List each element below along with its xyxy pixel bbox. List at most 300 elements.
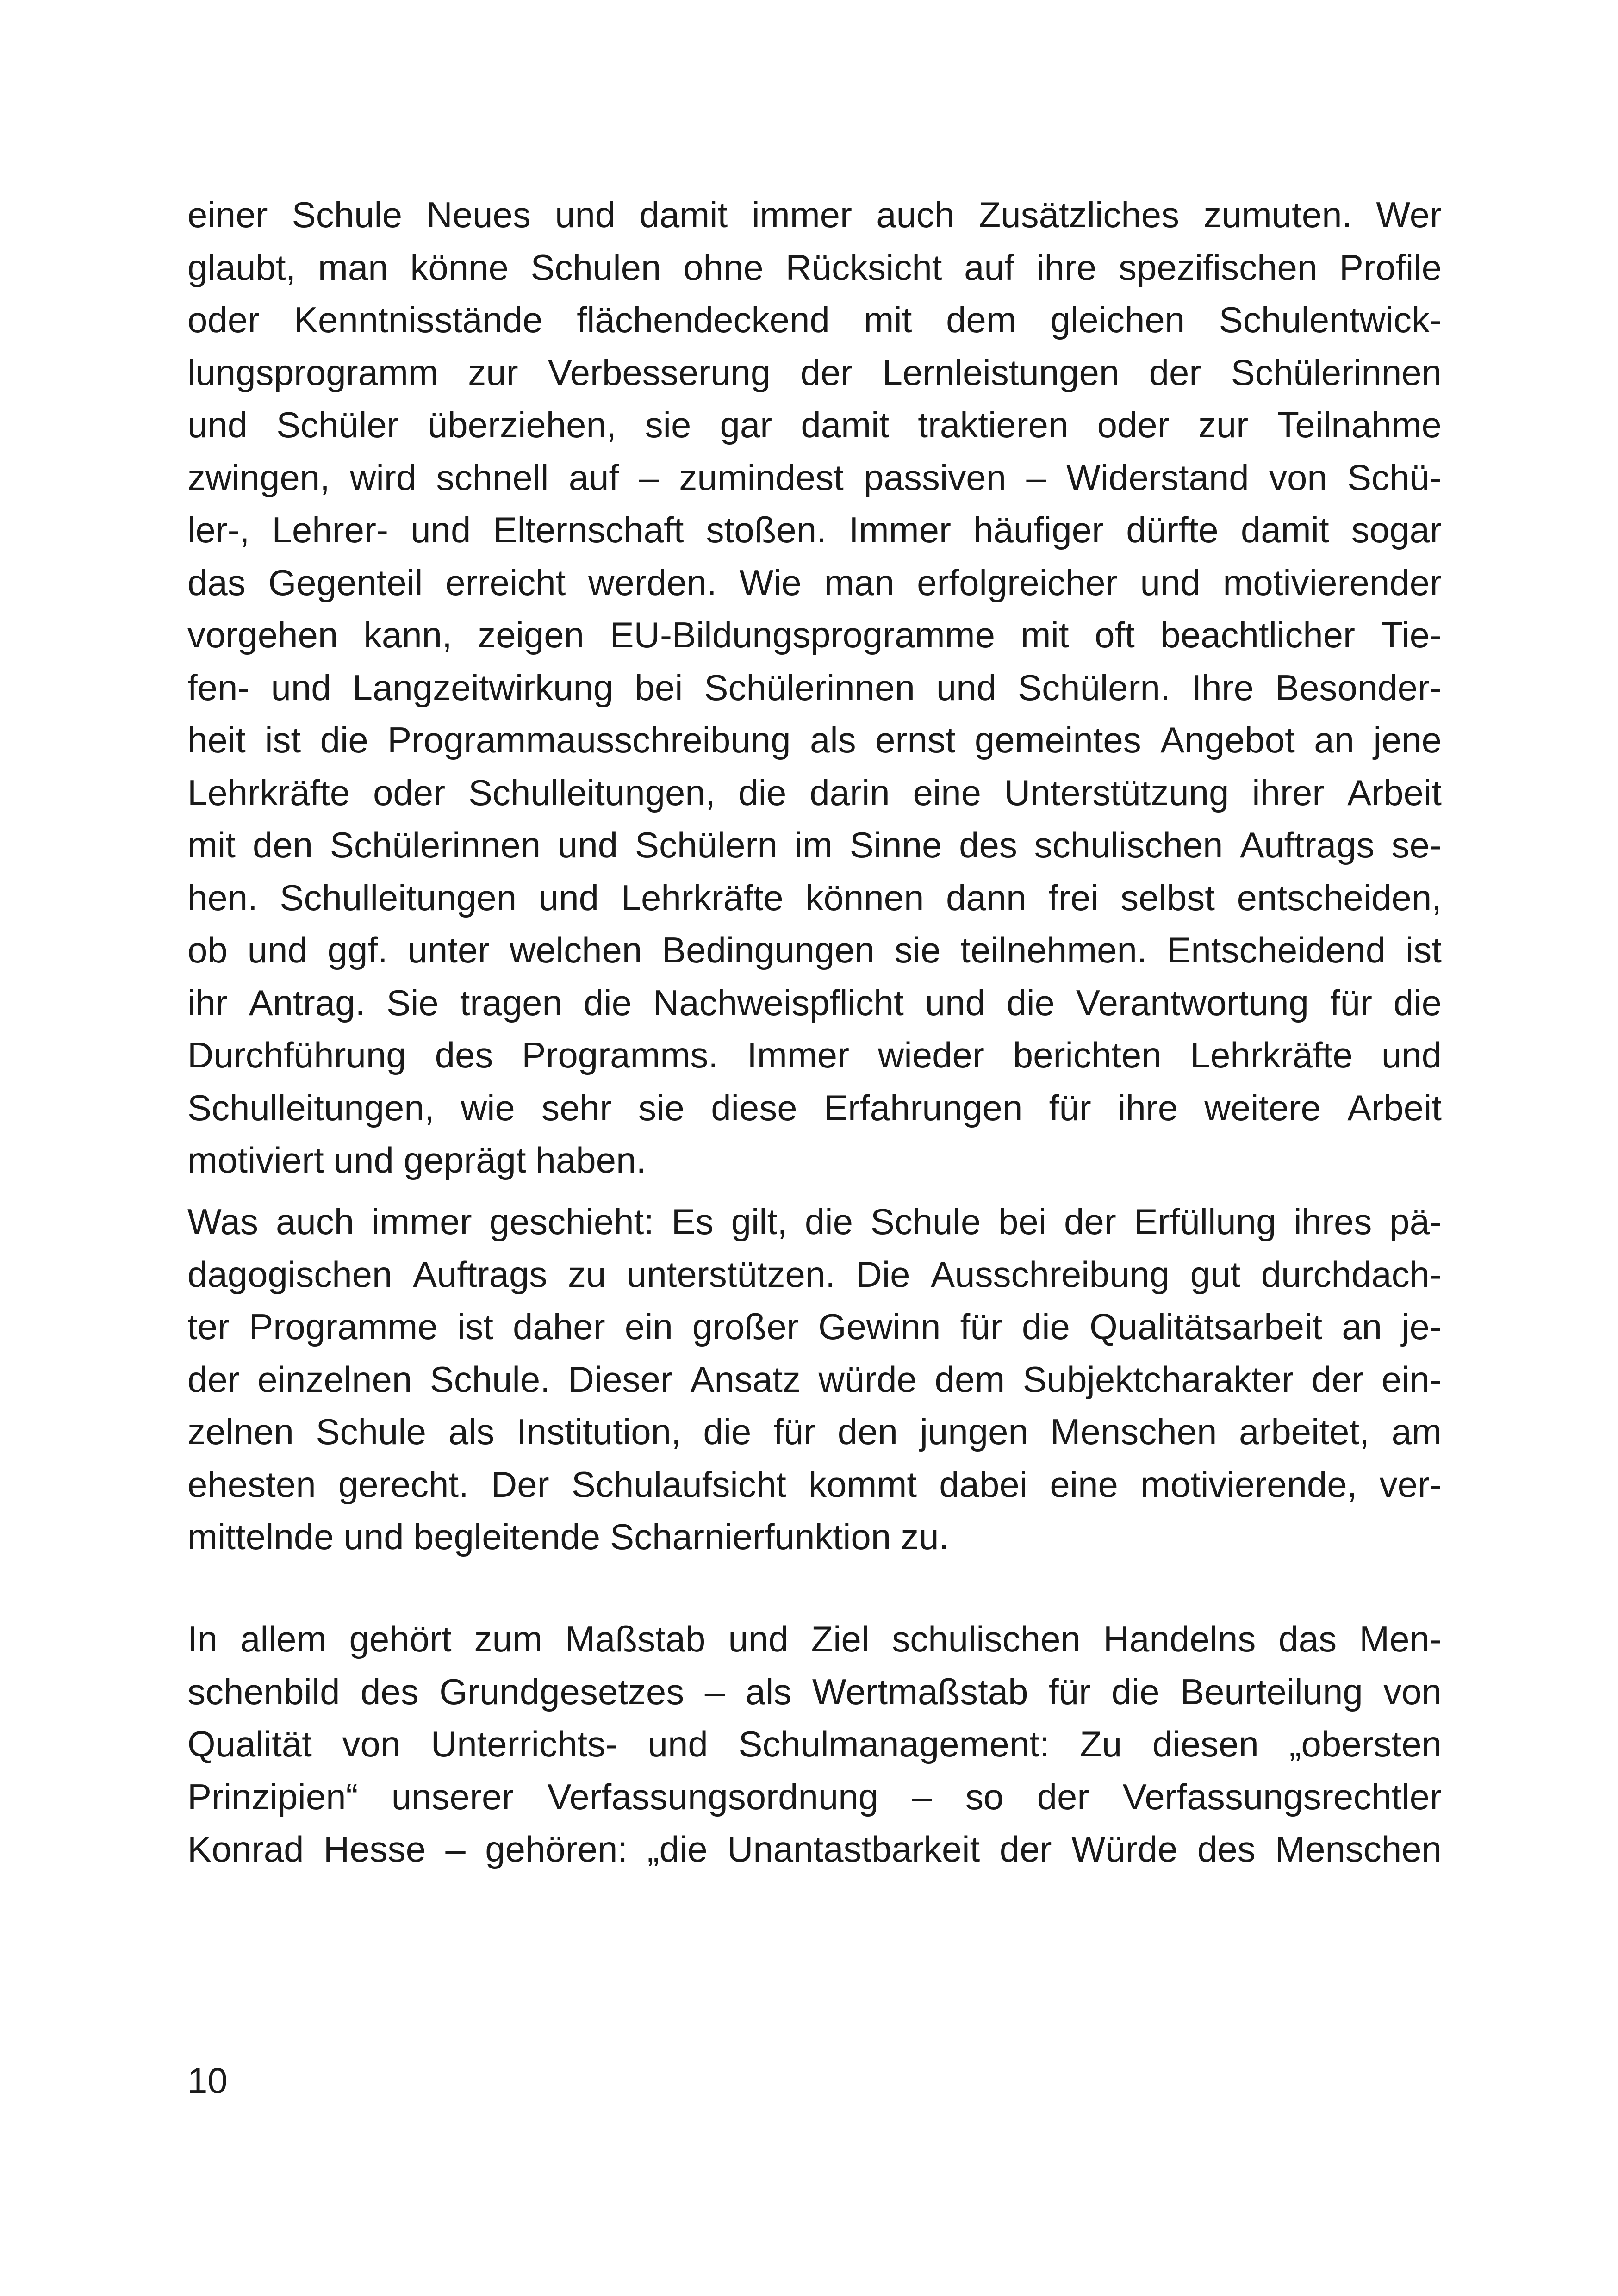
word: Ansatz <box>690 1359 801 1400</box>
word: die <box>1393 982 1442 1023</box>
word: Immer <box>848 509 951 550</box>
text-line <box>187 767 1442 819</box>
text-line <box>187 1353 1442 1406</box>
word: spezifischen <box>1118 247 1318 288</box>
word: zeigen <box>478 614 585 655</box>
word: Schule. <box>429 1359 550 1400</box>
word: bei <box>635 667 683 708</box>
word: – <box>445 1829 466 1869</box>
word: Schulmanagement: <box>738 1724 1050 1764</box>
word: bei <box>998 1201 1047 1242</box>
word: den <box>252 825 313 865</box>
word: ggf. <box>327 930 388 970</box>
word: ob <box>187 930 228 970</box>
word: Ausschreibung <box>931 1253 1170 1295</box>
word: die <box>320 720 368 760</box>
text-line <box>187 609 1442 662</box>
word: zu <box>568 1253 606 1295</box>
word: Schüler <box>276 404 399 445</box>
page-number: 10 <box>187 2060 228 2101</box>
word: Hesse <box>323 1829 426 1869</box>
word: des <box>435 1035 493 1075</box>
word: auf <box>568 457 619 498</box>
word: Dieser <box>568 1359 672 1400</box>
text-line <box>187 1406 1442 1458</box>
word: zu. <box>901 1516 949 1557</box>
word: Wer <box>1376 194 1442 235</box>
word: Elternschaft <box>493 509 684 550</box>
word: Wie <box>739 562 802 603</box>
word: auch <box>275 1201 355 1242</box>
word: Schulentwick- <box>1219 299 1442 340</box>
word: lungsprogramm <box>187 352 438 393</box>
word: heit <box>187 720 246 760</box>
word: Subjektcharakter <box>1022 1359 1294 1400</box>
word: Qualitätsarbeit <box>1089 1306 1323 1347</box>
word: gehört <box>349 1619 452 1659</box>
word: überziehen, <box>427 404 616 445</box>
word: Kenntnisstände <box>293 299 543 340</box>
text-line <box>187 504 1442 557</box>
word: die <box>1006 982 1055 1023</box>
word: dem <box>946 299 1016 340</box>
word: Auftrags <box>412 1253 548 1295</box>
word: ist <box>1405 930 1442 970</box>
word: durchdach- <box>1261 1253 1442 1295</box>
word: passiven <box>864 457 1007 498</box>
word: dagogischen <box>187 1253 392 1295</box>
word: Widerstand <box>1066 457 1249 498</box>
word: und <box>728 1619 789 1659</box>
word: für <box>1330 982 1372 1023</box>
word: mittelnde <box>187 1516 334 1557</box>
word: daher <box>513 1306 605 1347</box>
word: ter <box>187 1306 230 1347</box>
word: und <box>557 825 618 865</box>
word: glaubt, <box>187 247 296 288</box>
word: arbeitet, <box>1239 1411 1369 1452</box>
word: motivierender <box>1223 562 1442 603</box>
word: am <box>1391 1411 1442 1452</box>
word: ler-, <box>187 509 250 550</box>
text-line <box>187 1718 1442 1771</box>
word: dem <box>934 1359 1005 1400</box>
word: sie <box>638 1087 685 1128</box>
text-line <box>187 662 1442 714</box>
word: damit <box>801 404 890 445</box>
word: man <box>317 247 388 288</box>
paragraph-1 <box>187 189 1442 1187</box>
word: Schule <box>316 1411 427 1452</box>
word: von <box>342 1724 401 1764</box>
word: ihr <box>187 982 228 1023</box>
word: Teilnahme <box>1277 404 1442 445</box>
word: immer <box>752 194 853 235</box>
word: beachtlicher <box>1160 614 1355 655</box>
word: damit <box>639 194 728 235</box>
word: Beurteilung <box>1180 1671 1363 1712</box>
word: teilnehmen. <box>960 930 1147 970</box>
word: – <box>639 457 659 498</box>
word: als <box>448 1411 495 1452</box>
word: Besonder- <box>1275 667 1442 708</box>
word: Schulleitungen, <box>187 1087 435 1128</box>
word: dabei <box>939 1464 1028 1505</box>
word: für <box>1049 1671 1091 1712</box>
word: se- <box>1391 825 1442 865</box>
word: Lehrer- <box>272 509 388 550</box>
word: ist <box>265 720 301 760</box>
word: der <box>187 1359 240 1400</box>
word: Konrad <box>187 1829 304 1869</box>
word: zum <box>474 1619 542 1659</box>
word: Programme <box>249 1306 438 1347</box>
text-line <box>187 242 1442 294</box>
word: der <box>1149 352 1201 393</box>
word: diesen <box>1152 1724 1259 1764</box>
word: des <box>959 825 1017 865</box>
word: Schulen <box>530 247 661 288</box>
word: diese <box>711 1087 797 1128</box>
word: Schülerinnen <box>330 825 541 865</box>
word: eine <box>913 772 981 813</box>
word: zur <box>468 352 518 393</box>
word: kann, <box>363 614 452 655</box>
text-line <box>187 399 1442 452</box>
word: der <box>800 352 853 393</box>
word: Zusätzliches <box>978 194 1180 235</box>
text-line <box>187 1134 1442 1187</box>
word: mit <box>187 825 236 865</box>
word: ein- <box>1381 1359 1442 1400</box>
word: schenbild <box>187 1671 340 1712</box>
word: Verfassungsrechtler <box>1122 1776 1442 1817</box>
word: erreicht <box>445 562 566 603</box>
text-line <box>187 294 1442 347</box>
word: Programms. <box>522 1035 719 1075</box>
word: Arbeit <box>1347 772 1442 813</box>
word: und <box>271 667 331 708</box>
word: und <box>1140 562 1201 603</box>
word: wieder <box>878 1035 984 1075</box>
word: unserer <box>391 1776 514 1817</box>
word: sie <box>894 930 941 970</box>
word: zumindest <box>679 457 844 498</box>
word: und <box>936 667 997 708</box>
word: der <box>1037 1776 1089 1817</box>
word: Neues <box>426 194 531 235</box>
word: zwingen, <box>187 457 330 498</box>
word: einzelnen <box>257 1359 412 1400</box>
word: Profile <box>1339 247 1442 288</box>
word: Schulleitungen <box>280 877 517 918</box>
word: Handelns <box>1103 1619 1256 1659</box>
word: Auftrags <box>1240 825 1375 865</box>
word: Würde <box>1071 1829 1178 1869</box>
word: ver- <box>1379 1464 1442 1505</box>
word: gar <box>720 404 772 445</box>
word: damit <box>1240 509 1329 550</box>
word: Durchführung <box>187 1035 406 1075</box>
word: ohne <box>683 247 764 288</box>
word: von <box>1269 457 1327 498</box>
text-line <box>187 1248 1442 1301</box>
word: die <box>583 982 632 1023</box>
text-line <box>187 1511 1442 1564</box>
word: schnell <box>436 457 549 498</box>
word: Was <box>187 1201 259 1242</box>
word: die <box>1111 1671 1160 1712</box>
word: der <box>999 1829 1052 1869</box>
word: können <box>805 877 924 918</box>
word: wie <box>461 1087 515 1128</box>
word: gut <box>1190 1253 1241 1295</box>
word: Schülerinnen <box>704 667 915 708</box>
word: so <box>965 1776 1004 1817</box>
word: Schülern <box>635 825 778 865</box>
word: Unterrichts- <box>430 1724 617 1764</box>
word: frei <box>1048 877 1099 918</box>
word: Lehrkräfte <box>621 877 784 918</box>
word: „die <box>647 1829 708 1869</box>
word: tragen <box>460 982 562 1023</box>
text-line <box>187 452 1442 504</box>
word: Rücksicht <box>785 247 942 288</box>
word: oder <box>373 772 446 813</box>
word: Schulaufsicht <box>571 1464 786 1505</box>
word: haben. <box>535 1140 647 1180</box>
word: oder <box>187 299 260 340</box>
word: Verbesserung <box>548 352 771 393</box>
word: entscheiden, <box>1237 877 1442 918</box>
word: Entscheidend <box>1167 930 1386 970</box>
word: Sie <box>386 982 439 1023</box>
word: zelnen <box>187 1411 294 1452</box>
word: man <box>824 562 895 603</box>
text-line <box>187 977 1442 1030</box>
word: und <box>247 930 308 970</box>
word: Maßstab <box>565 1619 706 1659</box>
word: Menschen <box>1050 1411 1217 1452</box>
word: Grundgesetzes <box>439 1671 685 1712</box>
word: Lehrkräfte <box>1190 1035 1353 1075</box>
word: ihre <box>1036 247 1097 288</box>
word: Qualität <box>187 1724 312 1764</box>
word: je- <box>1401 1306 1442 1347</box>
word: Lernleistungen <box>882 352 1120 393</box>
word: jene <box>1373 720 1442 760</box>
word: EU-Bildungsprogramme <box>610 614 995 655</box>
word: ein <box>624 1306 673 1347</box>
word: traktieren <box>918 404 1069 445</box>
word: der <box>1311 1359 1364 1400</box>
word: die <box>1021 1306 1070 1347</box>
word: Men- <box>1359 1619 1442 1659</box>
word: Erfüllung <box>1133 1201 1276 1242</box>
text-line <box>187 872 1442 925</box>
text-line <box>187 1613 1442 1666</box>
word: Bedingungen <box>662 930 875 970</box>
word: berichten <box>1013 1035 1162 1075</box>
word: und <box>925 982 985 1023</box>
word: dann <box>946 877 1027 918</box>
word: für <box>1049 1087 1091 1128</box>
word: – <box>704 1671 725 1712</box>
word: geprägt <box>403 1140 526 1180</box>
word: großer <box>692 1306 799 1347</box>
word: und <box>555 194 616 235</box>
word: an <box>1342 1306 1382 1347</box>
word: das <box>1278 1619 1337 1659</box>
word: „obersten <box>1289 1724 1442 1764</box>
word: hen. <box>187 877 258 918</box>
word: welchen <box>510 930 642 970</box>
word: und <box>411 509 471 550</box>
word: eine <box>1050 1464 1118 1505</box>
word: der <box>1064 1201 1116 1242</box>
word: Der <box>491 1464 549 1505</box>
word: Tie- <box>1381 614 1442 655</box>
word: Gewinn <box>818 1306 941 1347</box>
word: ihrer <box>1252 772 1325 813</box>
text-line <box>187 1082 1442 1135</box>
word: die <box>804 1201 853 1242</box>
word: Lehrkräfte <box>187 772 350 813</box>
word: auf <box>964 247 1014 288</box>
word: gehören: <box>485 1829 628 1869</box>
word: werden. <box>588 562 717 603</box>
paragraph-2 <box>187 1196 1442 1564</box>
word: oder <box>1097 404 1170 445</box>
word: erfolgreicher <box>917 562 1118 603</box>
word: oft <box>1095 614 1135 655</box>
text-line <box>187 924 1442 977</box>
word: von <box>1383 1671 1442 1712</box>
word: gerecht. <box>338 1464 469 1505</box>
word: einer <box>187 194 268 235</box>
word: würde <box>818 1359 917 1400</box>
word: auch <box>876 194 955 235</box>
word: Verantwortung <box>1076 982 1309 1023</box>
word: ernst <box>875 720 956 760</box>
word: für <box>960 1306 1002 1347</box>
word: Nachweispflicht <box>653 982 904 1023</box>
word: Zu <box>1080 1724 1122 1764</box>
word: gleichen <box>1050 299 1185 340</box>
word: Schü- <box>1347 457 1442 498</box>
word: gemeintes <box>974 720 1141 760</box>
word: Antrag. <box>249 982 366 1023</box>
word: zumuten. <box>1203 194 1352 235</box>
text-line <box>187 714 1442 767</box>
word: die <box>703 1411 752 1452</box>
word: Sinne <box>849 825 942 865</box>
word: Prinzipien“ <box>187 1776 358 1817</box>
word: als <box>809 720 856 760</box>
word: Unantastbarkeit <box>727 1829 980 1869</box>
word: Schülern. <box>1018 667 1170 708</box>
word: Gegenteil <box>268 562 423 603</box>
word: ist <box>457 1306 493 1347</box>
word: flächendeckend <box>577 299 830 340</box>
word: und <box>538 877 599 918</box>
word: Schule <box>870 1201 981 1242</box>
word: als <box>745 1671 792 1712</box>
word: Menschen <box>1275 1829 1442 1869</box>
word: Verfassungsordnung <box>547 1776 879 1817</box>
word: Die <box>856 1253 910 1295</box>
word: Unterstützung <box>1004 772 1229 813</box>
word: weitere <box>1204 1087 1321 1128</box>
word: wird <box>350 457 417 498</box>
word: im <box>794 825 833 865</box>
word: Ziel <box>811 1619 870 1659</box>
word: die <box>738 772 787 813</box>
word: unterstützen. <box>626 1253 835 1295</box>
word: Immer <box>747 1035 850 1075</box>
word: ihres <box>1294 1201 1372 1242</box>
word: ehesten <box>187 1464 316 1505</box>
word: Langzeitwirkung <box>352 667 614 708</box>
word: und <box>333 1140 394 1180</box>
word: Programmausschreibung <box>387 720 791 760</box>
word: Angebot <box>1160 720 1295 760</box>
text-line <box>187 1666 1442 1719</box>
word: – <box>912 1776 932 1817</box>
word: stoßen. <box>706 509 827 550</box>
word: darin <box>809 772 890 813</box>
word: allem <box>240 1619 327 1659</box>
text-line <box>187 1301 1442 1353</box>
word: gilt, <box>731 1201 788 1242</box>
text-line <box>187 1771 1442 1824</box>
word: und <box>647 1724 708 1764</box>
word: mit <box>1021 614 1069 655</box>
word: unter <box>407 930 490 970</box>
word: Schulleitungen, <box>468 772 716 813</box>
word: das <box>187 562 246 603</box>
word: jungen <box>920 1411 1028 1452</box>
word: pä- <box>1389 1201 1442 1242</box>
word: und <box>187 404 248 445</box>
word: motivierende, <box>1140 1464 1357 1505</box>
word: In <box>187 1619 218 1659</box>
word: – <box>1026 457 1046 498</box>
text-line <box>187 819 1442 872</box>
word: zur <box>1198 404 1249 445</box>
word: sie <box>645 404 691 445</box>
word: an <box>1314 720 1355 760</box>
word: sehr <box>541 1087 612 1128</box>
word: kommt <box>809 1464 917 1505</box>
word: Arbeit <box>1347 1087 1442 1128</box>
word: immer <box>371 1201 472 1242</box>
word: schulischen <box>1034 825 1223 865</box>
text-line <box>187 1458 1442 1511</box>
text-line <box>187 347 1442 399</box>
text-line <box>187 1029 1442 1082</box>
word: begleitende <box>413 1516 601 1557</box>
word: dürfte <box>1126 509 1219 550</box>
paragraph-3 <box>187 1613 1442 1876</box>
word: Wertmaßstab <box>812 1671 1028 1712</box>
word: und <box>1381 1035 1442 1075</box>
word: geschieht: <box>489 1201 654 1242</box>
word: mit <box>864 299 912 340</box>
word: Schule <box>292 194 403 235</box>
word: Es <box>671 1201 714 1242</box>
word: sogar <box>1351 509 1442 550</box>
